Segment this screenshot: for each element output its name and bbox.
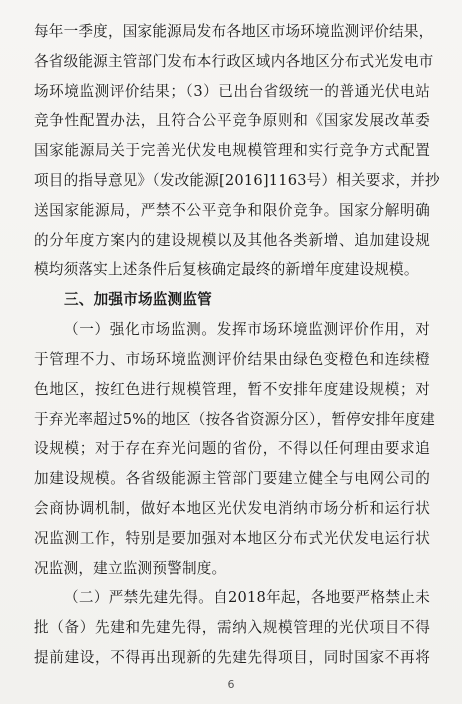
body-line: （二）严禁先建先得。自2018年起，各地要严格禁止未 — [64, 589, 430, 606]
body-line: （一）强化市场监测。发挥市场环境监测评价作用，对 — [64, 321, 430, 338]
body-line: 会商协调机制，做好本地区光伏发电消纳市场分析和运行状 — [34, 500, 430, 517]
body-line: 项目的指导意见》（发改能源[2016]1163号）相关要求，并抄 — [34, 172, 440, 189]
body-line: 况监测，建立监测预警制度。 — [34, 560, 227, 577]
body-line: 设规模；对于存在弃光问题的省份，不得以任何理由要求追 — [34, 440, 430, 457]
body-line: 色地区，按红色进行规模管理，暂不安排年度建设规模；对 — [34, 381, 430, 398]
body-line: 送国家能源局，严禁不公平竞争和限价竞争。国家分解明确 — [34, 202, 430, 219]
body-line: 批（备）先建和先建先得，需纳入规模管理的光伏项目不得 — [34, 619, 430, 636]
body-line: 模均须落实上述条件后复核确定最终的新增年度建设规模。 — [34, 261, 419, 278]
body-line: 竞争性配置办法，且符合公平竞争原则和《国家发展改革委 — [34, 112, 430, 129]
body-line: 的分年度方案内的建设规模以及其他各类新增、追加建设规 — [34, 232, 430, 249]
body-line: 况监测工作，特别是要加强对本地区分布式光伏发电运行状 — [34, 530, 430, 547]
body-line: 于管理不力、市场环境监测评价结果由绿色变橙色和连续橙 — [34, 351, 430, 368]
section-heading: 三、加强市场监测监管 — [64, 291, 212, 308]
body-line: 场环境监测评价结果；（3）已出台省级统一的普通光伏电站 — [34, 83, 430, 100]
body-line: 国家能源局关于完善光伏发电规模管理和实行竞争方式配置 — [34, 142, 430, 159]
body-line: 于弃光率超过5%的地区（按各省资源分区），暂停安排年度建 — [34, 411, 435, 428]
body-line: 加建设规模。各省级能源主管部门要建立健全与电网公司的 — [34, 470, 430, 487]
body-line: 各省级能源主管部门发布本行政区域内各地区分布式光发电市 — [34, 53, 434, 70]
body-line: 每年一季度，国家能源局发布各地区市场环境监测评价结果， — [34, 23, 434, 40]
body-line: 提前建设，不得再出现新的先建先得项目，同时国家不再将 — [34, 649, 430, 666]
page-number: 6 — [227, 678, 235, 691]
